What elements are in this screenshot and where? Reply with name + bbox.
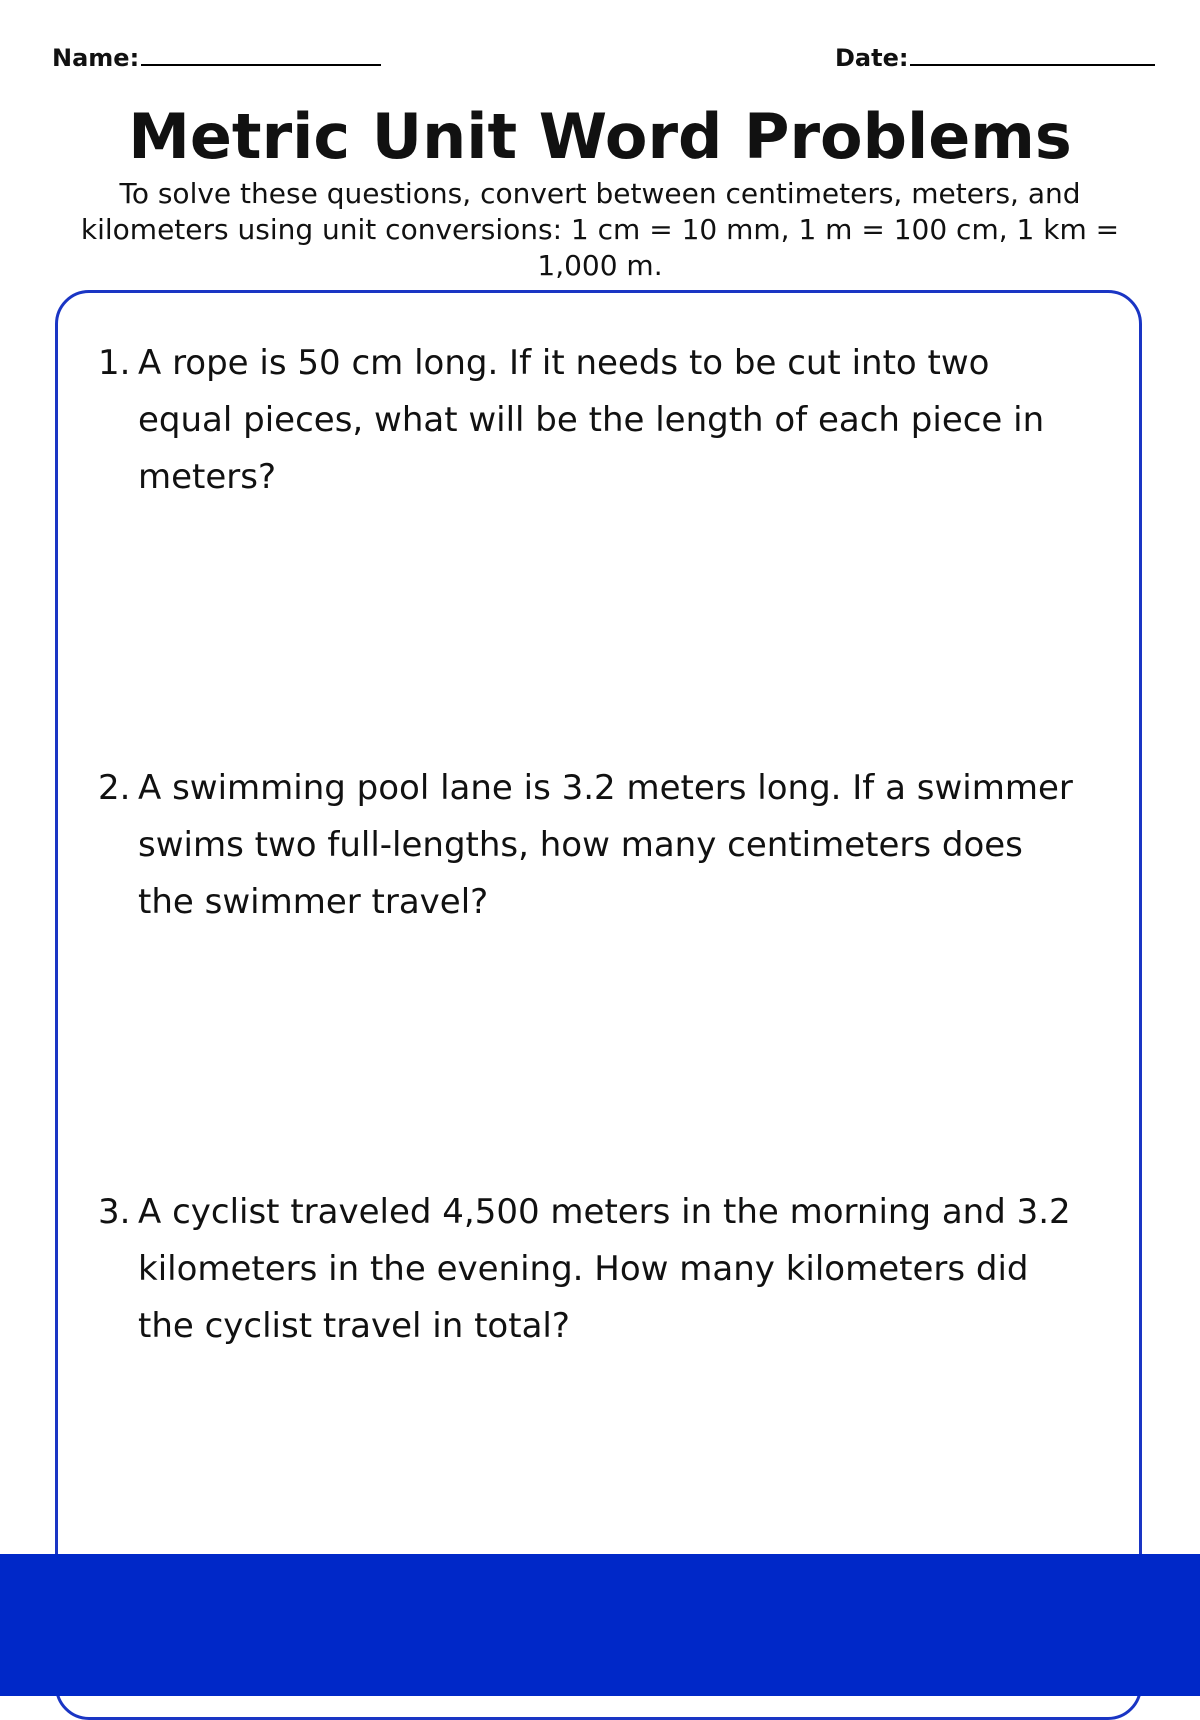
date-field[interactable] xyxy=(835,42,1155,72)
footer-bar xyxy=(0,1554,1200,1696)
name-label: Name: xyxy=(52,44,140,72)
question-number: 1. xyxy=(98,343,131,383)
question-text: A cyclist traveled 4,500 meters in the morning and 3.2 kilometers in the evening. How many kilometers did the cyclist travel in total? xyxy=(138,1192,1071,1346)
question-number: 3. xyxy=(98,1192,131,1232)
question-number: 2. xyxy=(98,768,131,808)
instructions-text: To solve these questions, convert between centimeters, meters, and kilometers using unit conversions: 1 cm = 10 mm, 1 m = 100 cm, 1 km = 1,000 m. xyxy=(80,177,1120,282)
date-label: Date: xyxy=(835,44,909,72)
question-item xyxy=(98,1184,1088,1355)
name-blank-line[interactable] xyxy=(141,42,381,66)
page-title: Metric Unit Word Problems xyxy=(128,100,1072,173)
question-item xyxy=(98,335,1088,506)
question-text: A swimming pool lane is 3.2 meters long. If a swimmer swims two full-lengths, how many centimeters does the swimmer travel? xyxy=(138,768,1073,922)
question-text: A rope is 50 cm long. If it needs to be cut into two equal pieces, what will be the length of each piece in meters? xyxy=(138,343,1045,497)
question-item xyxy=(98,760,1088,931)
name-field[interactable] xyxy=(52,42,381,72)
date-blank-line[interactable] xyxy=(910,42,1155,66)
